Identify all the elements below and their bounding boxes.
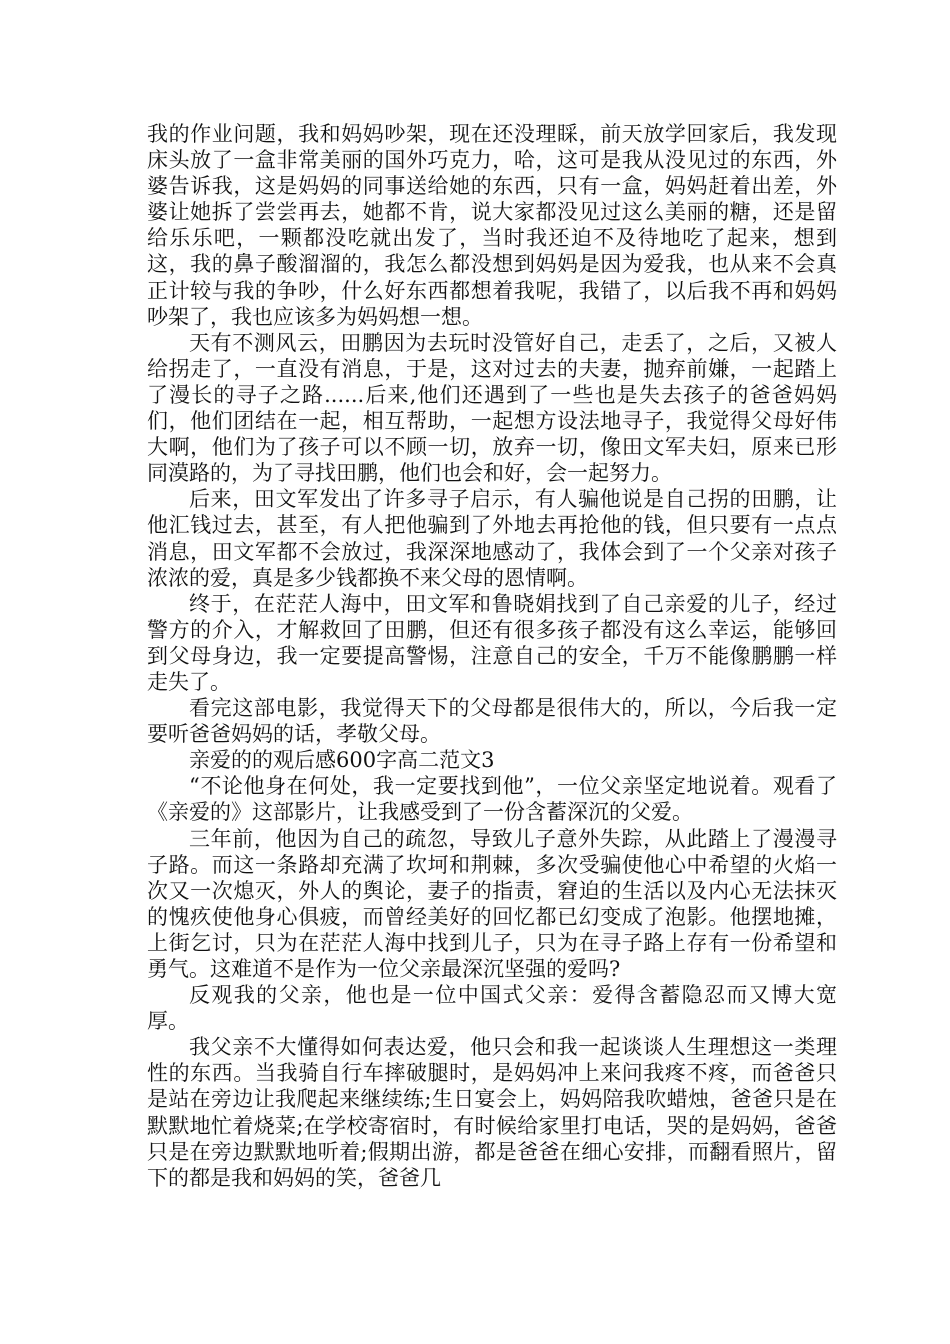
paragraph-3: 后来，田文军发出了许多寻子启示，有人骗他说是自己拐的田鹏，让他汇钱过去，甚至，有人把他骗到了外地去再抢他的钱，但只要有一点点消息，田文军都不会放过，我深深地感动了，我体会到了一个父亲对孩子浓浓的爱，真是多少钱都换不来父母的恩情啊。 — [147, 487, 837, 590]
paragraph-8: 反观我的父亲，他也是一位中国式父亲：爱得含蓄隐忍而又博大宽厚。 — [147, 983, 837, 1034]
paragraph-6: “不论他身在何处，我一定要找到他”，一位父亲坚定地说着。观看了《亲爱的》这部影片，让我感受到了一份含蓄深沉的父爱。 — [147, 774, 837, 825]
document-body — [147, 121, 837, 1191]
paragraph-4: 终于，在茫茫人海中，田文军和鲁晓娟找到了自己亲爱的儿子，经过警方的介入，才解救回了田鹏，但还有很多孩子都没有这么幸运，能够回到父母身边，我一定要提高警惕，注意自己的安全，千万不能像鹏鹏一样走失了。 — [147, 591, 837, 694]
paragraph-2: 天有不测风云，田鹏因为去玩时没管好自己，走丢了，之后，又被人给拐走了，一直没有消息，于是，这对过去的夫妻，抛弃前嫌，一起踏上了漫长的寻子之路......后来,他们还遇到了一些也是失去孩子的爸爸妈妈们，他们团结在一起，相互帮助，一起想方设法地寻子，我觉得父母好伟大啊，他们为了孩子可以不顾一切，放弃一切，像田文军夫妇，原来已形同漠路的，为了寻找田鹏，他们也会和好，会一起努力。 — [147, 330, 837, 486]
paragraph-1: 我的作业问题，我和妈妈吵架，现在还没理睬，前天放学回家后，我发现床头放了一盒非常美丽的国外巧克力，哈，这可是我从没见过的东西，外婆告诉我，这是妈妈的同事送给她的东西，只有一盒，妈妈赶着出差，外婆让她拆了尝尝再去，她都不肯，说大家都没见过这么美丽的糖，还是留给乐乐吧，一颗都没吃就出发了，当时我还迫不及待地吃了起来，想到这，我的鼻子酸溜溜的，我怎么都没想到妈妈是因为爱我，也从来不会真正计较与我的争吵，什么好东西都想着我呢，我错了，以后我不再和妈妈吵架了，我也应该多为妈妈想一想。 — [147, 122, 837, 329]
paragraph-5: 看完这部电影，我觉得天下的父母都是很伟大的，所以，今后我一定要听爸爸妈妈的话，孝敬父母。 — [147, 696, 837, 747]
section-heading: 亲爱的的观后感600字高二范文3 — [189, 748, 495, 773]
paragraph-9: 我父亲不大懂得如何表达爱，他只会和我一起谈谈人生理想这一类理性的东西。当我骑自行车摔破腿时，是妈妈冲上来问我疼不疼，而爸爸只是站在旁边让我爬起来继续练;生日宴会上，妈妈陪我吹蜡烛，爸爸只是在默默地忙着烧菜;在学校寄宿时，有时候给家里打电话，哭的是妈妈，爸爸只是在旁边默默地听着;假期出游，都是爸爸在细心安排，而翻看照片，留下的都是我和妈妈的笑，爸爸几 — [147, 1035, 837, 1190]
paragraph-7: 三年前，他因为自己的疏忽，导致儿子意外失踪，从此踏上了漫漫寻子路。而这一条路却充满了坎坷和荆棘，多次受骗使他心中希望的火焰一次又一次熄灭，外人的舆论，妻子的指责，窘迫的生活以及内心无法抹灭的愧疚使他身心俱疲，而曾经美好的回忆都已幻变成了泡影。他摆地摊，上街乞讨，只为在茫茫人海中找到儿子，只为在寻子路上存有一份希望和勇气。这难道不是作为一位父亲最深沉坚强的爱吗? — [147, 826, 837, 981]
